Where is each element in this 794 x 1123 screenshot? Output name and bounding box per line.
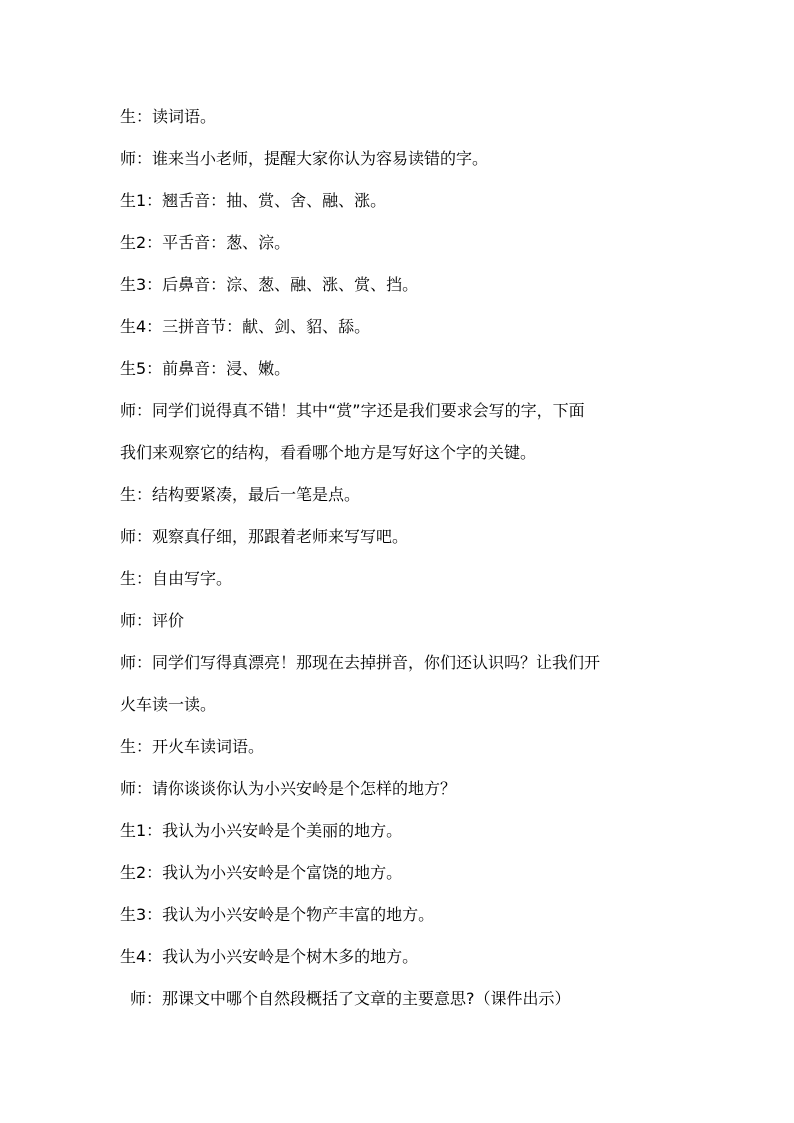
text-line-teacher-prompt: 师：谁来当小老师，提醒大家你认为容易读错的字。 xyxy=(120,149,489,168)
text-line-flat-tongue: 生2：平舌音：葱、淙。 xyxy=(120,233,291,252)
text-line-three-part-syllable: 生4：三拼音节：献、剑、貂、舔。 xyxy=(120,317,371,336)
text-line-train-reading: 生：开火车读词语。 xyxy=(120,737,265,756)
text-line-teacher-praise: 师：同学们说得真不错！其中“赏”字还是我们要求会写的字，下面 xyxy=(120,401,585,420)
text-line-answer-4: 生4：我认为小兴安岭是个树木多的地方。 xyxy=(120,947,419,966)
text-line-answer-3: 生3：我认为小兴安岭是个物产丰富的地方。 xyxy=(120,905,435,924)
text-line-question: 师：请你谈谈你认为小兴安岭是个怎样的地方？ xyxy=(120,779,457,798)
text-line-write-along: 师：观察真仔细，那跟着老师来写写吧。 xyxy=(120,527,409,546)
text-line-free-writing: 生：自由写字。 xyxy=(120,569,233,588)
text-line-remove-pinyin: 师：同学们写得真漂亮！那现在去掉拼音，你们还认识吗？让我们开 xyxy=(120,653,601,672)
text-line-teacher-praise-cont: 我们来观察它的结构，看看哪个地方是写好这个字的关键。 xyxy=(120,443,537,462)
text-line-answer-1: 生1：我认为小兴安岭是个美丽的地方。 xyxy=(120,821,403,840)
text-line-main-idea: 师：那课文中哪个自然段概括了文章的主要意思?（课件出示） xyxy=(130,989,571,1008)
text-line-front-nasal: 生5：前鼻音：浸、嫩。 xyxy=(120,359,291,378)
text-line-student-reads: 生：读词语。 xyxy=(120,107,217,126)
text-line-retroflex: 生1：翘舌音：抽、赏、舍、融、涨。 xyxy=(120,191,387,210)
text-line-structure: 生：结构要紧凑，最后一笔是点。 xyxy=(120,485,361,504)
text-line-evaluation: 师：评价 xyxy=(120,611,185,630)
text-line-back-nasal: 生3：后鼻音：淙、葱、融、涨、赏、挡。 xyxy=(120,275,419,294)
text-line-answer-2: 生2：我认为小兴安岭是个富饶的地方。 xyxy=(120,863,403,882)
text-line-remove-pinyin-cont: 火车读一读。 xyxy=(120,695,217,714)
